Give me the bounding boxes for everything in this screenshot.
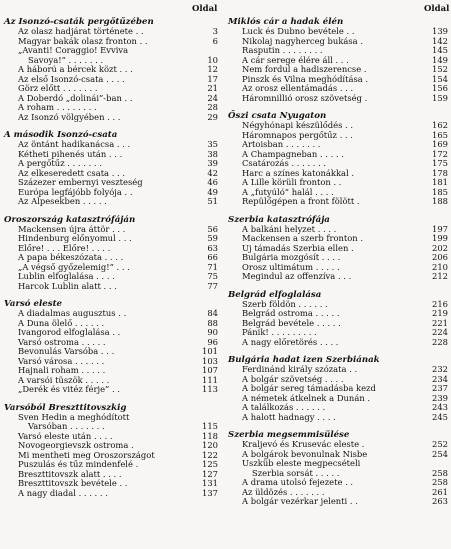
toc-entry-page: 51 bbox=[207, 196, 218, 206]
toc-entry bbox=[228, 413, 448, 423]
toc-entry-title: Kétheti pihenés után . . . bbox=[18, 149, 123, 159]
toc-entry-page: 96 bbox=[207, 336, 218, 347]
toc-entry bbox=[228, 309, 448, 319]
toc-entry-page: 154 bbox=[432, 73, 448, 84]
toc-entry-page: 221 bbox=[432, 317, 448, 328]
toc-entry-page: 107 bbox=[202, 365, 218, 375]
toc-entry-page: 111 bbox=[202, 374, 218, 385]
toc-entry-title: Négyhónapi készülődés . . bbox=[242, 121, 354, 130]
toc-entry bbox=[228, 169, 448, 179]
toc-entry-title: Előre! . . . Előre! . . . . bbox=[18, 243, 111, 253]
toc-entry-title: Sven Hedin a meghódított bbox=[18, 412, 130, 422]
toc-entry-title: Az első Isonzó-csata . . . . bbox=[18, 74, 125, 84]
toc-entry bbox=[4, 489, 218, 499]
toc-entry-page: 77 bbox=[207, 280, 218, 291]
toc-entry bbox=[4, 376, 218, 386]
toc-entry bbox=[228, 94, 448, 104]
toc-entry-title: Üszküb eleste megpecsételi bbox=[242, 459, 361, 468]
toc-entry-page: 263 bbox=[432, 496, 448, 506]
toc-entry-title: A nagy diadal . . . . . . bbox=[18, 488, 108, 498]
toc-entry bbox=[4, 282, 218, 292]
toc-entry-page: 165 bbox=[432, 129, 448, 140]
toc-entry bbox=[228, 121, 448, 131]
toc-entry-page: 202 bbox=[432, 242, 448, 253]
toc-entry-page: 239 bbox=[432, 392, 448, 403]
toc-entry-title: A háború a bércek közt . . . bbox=[18, 65, 133, 74]
toc-entry bbox=[4, 103, 218, 113]
toc-entry-page: 21 bbox=[207, 83, 218, 93]
toc-entry-title: Szerb földön . . . . . . bbox=[242, 299, 328, 309]
toc-entry-page: 29 bbox=[207, 111, 218, 122]
section-title: Belgrád elfoglalása bbox=[228, 289, 322, 300]
toc-entry bbox=[228, 263, 448, 273]
toc-entry-title: Varsó eleste után . . . . bbox=[18, 431, 113, 441]
toc-entry-page: 258 bbox=[432, 467, 448, 478]
toc-entry bbox=[228, 478, 448, 488]
toc-entry-page: 142 bbox=[432, 35, 448, 46]
toc-entry-title: Belgrád ostroma . . . . . bbox=[242, 309, 340, 318]
toc-entry-page: 88 bbox=[207, 317, 218, 328]
toc-entry-page: 49 bbox=[207, 186, 218, 197]
toc-entry bbox=[228, 197, 448, 207]
toc-entry-page: 122 bbox=[202, 449, 218, 460]
toc-entry-title: „A végső győzelemig!” . . . bbox=[18, 262, 130, 272]
toc-entry-title: Szerbia sorsát . . . . . bbox=[252, 468, 340, 478]
toc-entry-page: 178 bbox=[432, 167, 448, 178]
toc-entry-title: Ferdinánd király szózata . . bbox=[242, 365, 358, 374]
toc-entry bbox=[4, 197, 218, 207]
toc-entry bbox=[228, 375, 448, 385]
toc-entry bbox=[4, 460, 218, 470]
toc-entry-title: Harcok Lublin alatt . . . bbox=[18, 281, 117, 291]
toc-entry-page: 254 bbox=[432, 448, 448, 459]
toc-entry-title: Görz előtt . . . . . . . bbox=[18, 84, 98, 93]
toc-entry-title: A „futyúló” halál . . . . bbox=[242, 187, 334, 197]
toc-entry bbox=[4, 46, 218, 56]
toc-entry-page: 38 bbox=[207, 148, 218, 159]
toc-entry bbox=[228, 234, 448, 244]
toc-entry bbox=[228, 159, 448, 169]
toc-entry bbox=[4, 357, 218, 367]
section-title: Varsó eleste bbox=[4, 299, 63, 309]
toc-entry bbox=[228, 75, 448, 85]
toc-entry-title: Puszulás és tűz mindenfelé . bbox=[18, 460, 139, 469]
toc-entry bbox=[4, 94, 218, 104]
toc-entry-title: Az elkeseredett csata . . . bbox=[18, 168, 126, 178]
toc-entry-title: Savoya!” . . . . . . . bbox=[28, 55, 104, 65]
toc-entry bbox=[4, 441, 218, 451]
toc-entry-page: 63 bbox=[207, 242, 218, 253]
toc-entry-page: 24 bbox=[207, 92, 218, 103]
toc-entry bbox=[4, 234, 218, 244]
toc-entry-page: 162 bbox=[432, 120, 448, 130]
toc-entry-title: Új támadás Szerbia ellen . bbox=[242, 243, 354, 253]
section-spacer bbox=[228, 282, 448, 288]
toc-entry-page: 206 bbox=[432, 252, 448, 262]
toc-entry-page: 125 bbox=[202, 459, 218, 469]
toc-entry-title: Az orosz ellentámadás . . . bbox=[242, 84, 354, 93]
toc-entry-title: Bulgária mozgósít . . . . bbox=[242, 253, 341, 262]
section-title: Szerbia katasztrófája bbox=[228, 214, 330, 225]
toc-entry-page: 237 bbox=[432, 383, 448, 393]
toc-entry-page: 3 bbox=[212, 26, 218, 36]
toc-entry-page: 127 bbox=[202, 468, 218, 479]
toc-entry-title: A balkáni helyzet . . . . bbox=[242, 224, 337, 234]
toc-entry-page: 90 bbox=[207, 327, 218, 337]
toc-entry bbox=[4, 263, 218, 273]
toc-right-body bbox=[228, 15, 448, 507]
toc-entry-title: Nem fordul a hadiszerencse . bbox=[242, 65, 367, 74]
toc-entry-page: 59 bbox=[207, 233, 218, 243]
toc-entry bbox=[4, 479, 218, 489]
toc-entry bbox=[4, 113, 218, 123]
toc-entry bbox=[228, 140, 448, 150]
toc-entry-title: A találkozás . . . . . . bbox=[242, 403, 326, 412]
toc-entry-page: 152 bbox=[432, 64, 448, 74]
toc-entry-title: Hajnali roham . . . . . bbox=[18, 366, 106, 375]
toc-entry bbox=[228, 188, 448, 198]
page-column-header: Oldal bbox=[424, 4, 450, 14]
section-title: Őszi csata Nyugaton bbox=[228, 111, 327, 121]
toc-entry-title: Varsó ostroma . . . . . bbox=[18, 337, 106, 347]
toc-entry-page: 42 bbox=[207, 167, 218, 178]
section-title: Az Isonzó-csaták pergőtűzében bbox=[4, 17, 154, 27]
toc-entry-page: 137 bbox=[202, 487, 218, 498]
toc-entry-title: Megindul az offenzíva . . . bbox=[242, 272, 352, 281]
toc-entry-title: Pinszk és Vilna meghódítása . bbox=[242, 74, 369, 84]
toc-entry-title: Luck és Dubno bevétele . . bbox=[242, 27, 355, 36]
toc-entry-title: A halott hadnagy . . . . bbox=[242, 412, 336, 422]
toc-entry-title: Varsó városa . . . . . . bbox=[18, 356, 105, 366]
toc-entry bbox=[228, 300, 448, 310]
toc-entry-page: 113 bbox=[202, 384, 218, 394]
toc-entry-title: A Lille körüli fronton . . bbox=[242, 178, 342, 187]
toc-entry-title: Kraljevó és Krusevác eleste . bbox=[242, 440, 365, 449]
toc-entry-page: 131 bbox=[202, 478, 218, 488]
toc-entry-page: 103 bbox=[202, 355, 218, 366]
toc-entry-title: „Derék és vitéz férje” . . bbox=[18, 385, 120, 394]
section-spacer bbox=[228, 103, 448, 109]
section-title: Bulgária hadat izen Szerbiának bbox=[228, 355, 380, 365]
toc-entry bbox=[228, 440, 448, 450]
toc-entry-page: 159 bbox=[432, 92, 448, 103]
toc-entry bbox=[228, 46, 448, 56]
toc-entry-page: 35 bbox=[207, 139, 218, 149]
toc-entry-title: Breszttitovszk alatt . . . . bbox=[18, 469, 122, 479]
toc-entry bbox=[228, 150, 448, 160]
toc-entry bbox=[4, 225, 218, 235]
toc-entry bbox=[4, 188, 218, 198]
toc-entry-title: Az öntánt hadikanácsa . . . bbox=[18, 140, 131, 149]
toc-entry-page: 115 bbox=[202, 421, 218, 431]
toc-entry-page: 252 bbox=[432, 439, 448, 449]
page-column-header: Oldal bbox=[192, 4, 218, 14]
toc-entry bbox=[4, 140, 218, 150]
toc-entry-title: A papa békeszózata . . . . bbox=[18, 253, 124, 262]
toc-entry-page: 149 bbox=[432, 54, 448, 65]
toc-entry-title: Hindenburg előnyomul . . . bbox=[18, 234, 132, 243]
toc-entry-title: Az Isonzó völgyében . . . bbox=[18, 112, 121, 122]
toc-entry-title: Pánik! . . . . . . . . . bbox=[242, 328, 317, 337]
toc-entry bbox=[4, 328, 218, 338]
toc-entry-page: 172 bbox=[432, 148, 448, 159]
toc-entry-title: Repülőgépen a front fölött . bbox=[242, 197, 360, 206]
toc-entry-page: 10 bbox=[207, 54, 218, 65]
toc-entry bbox=[4, 272, 218, 282]
toc-entry bbox=[228, 225, 448, 235]
toc-entry-page: 56 bbox=[207, 223, 218, 234]
toc-entry-title: Breszttitovszk bevétele . . bbox=[18, 479, 128, 488]
toc-entry-page: 185 bbox=[432, 186, 448, 197]
section-title: Varsóból Breszttitovszkig bbox=[4, 402, 127, 413]
toc-entry bbox=[228, 56, 448, 66]
toc-entry-page: 66 bbox=[207, 252, 218, 262]
toc-entry bbox=[4, 253, 218, 263]
toc-entry-page: 46 bbox=[207, 177, 218, 187]
toc-entry bbox=[4, 56, 218, 66]
toc-entry bbox=[4, 84, 218, 94]
toc-entry-page: 84 bbox=[207, 308, 218, 318]
toc-entry-page: 219 bbox=[432, 308, 448, 318]
toc-entry-page: 17 bbox=[207, 73, 218, 84]
toc-entry bbox=[4, 244, 218, 254]
section-title: Oroszország katasztrófáján bbox=[4, 214, 136, 225]
section-spacer bbox=[228, 347, 448, 353]
toc-entry bbox=[4, 451, 218, 461]
toc-entry bbox=[4, 75, 218, 85]
toc-entry bbox=[228, 272, 448, 282]
toc-entry-title: A Doberdó „dolinái”-ban . . bbox=[18, 93, 133, 103]
toc-entry bbox=[4, 422, 218, 432]
toc-entry-title: Lublin elfoglalása . . . . bbox=[18, 272, 115, 281]
toc-entry-title: Háromnillió orosz szövetség . bbox=[242, 93, 368, 103]
section-spacer bbox=[4, 122, 218, 128]
toc-entry-title: A bolgár sereg támadásba kezd bbox=[242, 384, 376, 393]
toc-entry-title: Európa legfájóbb folyója . . bbox=[18, 187, 133, 197]
toc-entry-title: Nikolaj nagyherceg bukása . bbox=[242, 36, 363, 46]
toc-entry bbox=[4, 309, 218, 319]
toc-entry-page: 261 bbox=[432, 486, 448, 497]
section-spacer bbox=[228, 422, 448, 428]
toc-entry-title: Bevonulás Varsóba . . . bbox=[18, 347, 115, 356]
toc-entry-page: 139 bbox=[432, 26, 448, 36]
toc-entry-page: 12 bbox=[207, 64, 218, 74]
toc-entry bbox=[4, 27, 218, 37]
toc-entry bbox=[228, 403, 448, 413]
toc-entry-page: 245 bbox=[432, 411, 448, 422]
toc-entry-page: 210 bbox=[432, 261, 448, 272]
toc-entry bbox=[228, 131, 448, 141]
toc-entry-title: A Champagneban . . . . . bbox=[242, 149, 344, 159]
toc-entry bbox=[228, 469, 448, 479]
section-title: Miklós cár a hadak élén bbox=[228, 17, 344, 27]
toc-entry-page: 71 bbox=[207, 261, 218, 272]
toc-entry-title: Orosz ultimátum . . . . . bbox=[242, 262, 340, 272]
toc-entry-page: 228 bbox=[432, 336, 448, 347]
toc-entry-title: Az Alpesekben . . . . . bbox=[18, 197, 107, 206]
toc-entry-title: A roham . . . . . . . . bbox=[18, 103, 97, 112]
toc-entry bbox=[4, 150, 218, 160]
toc-entry bbox=[228, 450, 448, 460]
toc-entry-title: Ivangorod elfoglalása . . bbox=[18, 328, 121, 337]
toc-entry-title: A cár serege élére áll . . . bbox=[242, 55, 349, 65]
toc-entry-page: 120 bbox=[202, 440, 218, 450]
toc-entry-title: A varsói tüszök . . . . . bbox=[18, 375, 110, 385]
toc-entry-title: Magyar bakák olasz fronton . . bbox=[18, 36, 148, 46]
toc-entry-page: 258 bbox=[432, 477, 448, 487]
toc-entry-page: 197 bbox=[432, 223, 448, 234]
toc-entry-page: 181 bbox=[432, 177, 448, 187]
toc-entry-page: 243 bbox=[432, 402, 448, 412]
toc-entry bbox=[228, 37, 448, 47]
toc-entry-page: 224 bbox=[432, 327, 448, 337]
toc-entry-page: 212 bbox=[432, 271, 448, 281]
toc-entry-title: A bolgár vezérkar jelenti . . bbox=[242, 497, 358, 506]
toc-entry bbox=[228, 65, 448, 75]
toc-entry bbox=[4, 338, 218, 348]
section-title: Szerbia megsemmisülése bbox=[228, 430, 350, 440]
section-spacer bbox=[4, 207, 218, 213]
section-spacer bbox=[228, 207, 448, 213]
section-title: A második Isonzó-csata bbox=[4, 130, 118, 140]
toc-entry bbox=[228, 338, 448, 348]
toc-entry bbox=[228, 459, 448, 469]
toc-entry-title: Mackensen újra áttör . . . bbox=[18, 224, 126, 234]
toc-entry-title: Az olasz hadjárat története . . bbox=[18, 27, 144, 36]
toc-entry-title: „Avanti! Coraggio! Evviva bbox=[18, 46, 129, 55]
toc-entry bbox=[228, 244, 448, 254]
toc-entry bbox=[4, 159, 218, 169]
toc-entry-title: Novogeorgievszk ostroma . bbox=[18, 441, 134, 450]
toc-entry bbox=[4, 65, 218, 75]
toc-entry-page: 169 bbox=[432, 139, 448, 149]
toc-entry-title: Rasputin . . . . . . . . bbox=[242, 46, 323, 55]
toc-entry-title: A bolgár szövetség . . . . bbox=[242, 374, 344, 384]
toc-entry-page: 188 bbox=[432, 196, 448, 206]
toc-entry bbox=[4, 366, 218, 376]
toc-entry-title: A bolgárok bevonulnak Nisbe bbox=[242, 449, 368, 459]
toc-left-body bbox=[4, 15, 218, 498]
toc-entry-title: Harc a színes katonákkal . bbox=[242, 168, 355, 178]
toc-entry bbox=[228, 394, 448, 404]
toc-entry-title: A diadalmas augusztus . . bbox=[18, 309, 127, 318]
toc-entry-page: 101 bbox=[202, 346, 218, 356]
toc-entry-title: A nagy előretörés . . . . bbox=[242, 337, 339, 347]
toc-entry-title: Százezer embernyi veszteség bbox=[18, 178, 143, 187]
toc-entry bbox=[228, 319, 448, 329]
toc-entry-title: Az üldözés . . . . . . . bbox=[242, 487, 325, 497]
toc-entry-title: A drama utolsó fejezete . . bbox=[242, 478, 354, 487]
toc-entry-title: Artoisban . . . . . . . bbox=[242, 140, 321, 149]
toc-entry bbox=[4, 470, 218, 480]
toc-entry-title: Mackensen a szerb fronton . bbox=[242, 234, 364, 243]
toc-entry bbox=[228, 328, 448, 338]
toc-entry-page: 199 bbox=[432, 233, 448, 243]
toc-entry bbox=[4, 432, 218, 442]
toc-entry bbox=[228, 497, 448, 507]
toc-entry-page: 234 bbox=[432, 373, 448, 384]
toc-entry-page: 6 bbox=[212, 35, 218, 46]
toc-entry-title: A Duna ölelő . . . . . . bbox=[18, 318, 105, 328]
section-spacer bbox=[4, 395, 218, 401]
toc-entry bbox=[228, 84, 448, 94]
toc-entry-page: 39 bbox=[207, 158, 218, 168]
toc-entry-title: A németek átkelnek a Dunán . bbox=[242, 393, 371, 403]
toc-entry-title: A pergőtűz . . . . . . . bbox=[18, 159, 102, 168]
toc-entry bbox=[228, 27, 448, 37]
toc-entry bbox=[4, 178, 218, 188]
toc-entry-page: 75 bbox=[207, 271, 218, 281]
toc-entry-page: 145 bbox=[432, 45, 448, 55]
toc-entry-page: 118 bbox=[202, 430, 218, 441]
toc-entry-title: Háromnapos pergőtűz . . . bbox=[242, 130, 353, 140]
toc-entry-title: Csatározás . . . . . . . bbox=[242, 159, 327, 168]
toc-entry bbox=[228, 488, 448, 498]
toc-entry bbox=[228, 365, 448, 375]
toc-entry bbox=[4, 37, 218, 47]
toc-entry bbox=[228, 253, 448, 263]
toc-entry bbox=[4, 413, 218, 423]
section-spacer bbox=[4, 291, 218, 297]
toc-entry bbox=[228, 384, 448, 394]
toc-entry bbox=[4, 385, 218, 395]
toc-entry bbox=[228, 178, 448, 188]
toc-entry-page: 175 bbox=[432, 158, 448, 168]
toc-entry-page: 216 bbox=[432, 298, 448, 309]
toc-entry-page: 156 bbox=[432, 83, 448, 93]
toc-entry-title: Varsóban . . . . . . . bbox=[28, 422, 105, 431]
toc-entry-page: 28 bbox=[207, 102, 218, 112]
toc-entry bbox=[4, 169, 218, 179]
toc-entry-title: Belgrád bevétele . . . . . bbox=[242, 318, 341, 328]
toc-entry bbox=[4, 347, 218, 357]
toc-entry-title: Mi mentheti meg Oroszországot bbox=[18, 450, 155, 460]
toc-entry-page: 232 bbox=[432, 364, 448, 374]
toc-entry bbox=[4, 319, 218, 329]
